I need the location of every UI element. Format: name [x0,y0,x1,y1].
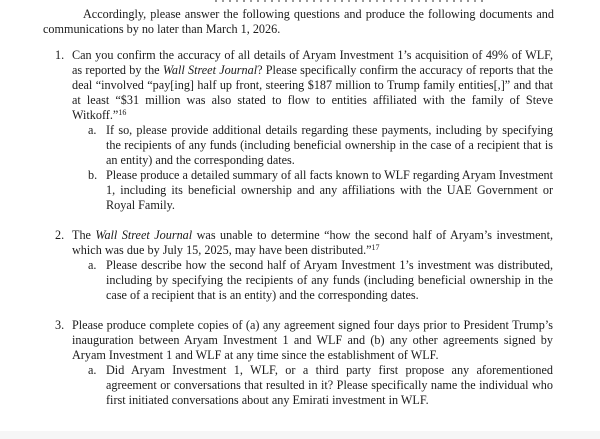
subitems-group [0,258,600,303]
question-text [72,228,553,258]
subitem-letter: a. [88,363,97,377]
footnote-reference: 16 [118,108,127,117]
cropped-previous-line-remnant [215,0,487,2]
text-run: was unable to determine “how the second half of Aryam’s investment, which was due by July 15, 2025, may have been distributed.” [72,228,554,257]
question-number: 1. [55,48,65,62]
text-run: Please produce a detailed summary of all facts known to WLF regarding Aryam Investment 1, including its beneficial ownership and any affiliations with the UAE Government or Royal Family. [106,168,553,212]
question-text [72,48,553,123]
text-run: The [72,228,96,242]
question-text [72,318,553,363]
text-run: Accordingly, please answer the following questions and produce the following documents and communications by no later than March 1, 2026. [43,7,554,36]
subitem [0,123,600,168]
subitem [0,258,600,303]
question-item [0,48,600,213]
italic-text: Wall Street Journal [162,63,258,77]
italic-text: Wall Street Journal [95,228,193,242]
subitems-group [0,363,600,408]
page-bottom-edge [0,431,600,439]
subitems-group [0,123,600,213]
subitem [0,168,600,213]
text-run: Please describe how the second half of Aryam Investment 1’s investment was distributed, including by specifying the recipients of any funds (including beneficial ownership in the case of a recipient that is an entity) and the corresponding dates. [106,258,553,302]
question-number: 3. [55,318,65,332]
subitem-letter: a. [88,258,97,272]
footnote-reference: 17 [371,243,380,252]
text-run: If so, please provide additional details regarding these payments, including by specifying the recipients of any funds (including beneficial ownership in the case of a recipient that is an entity) and the corresponding dates. [106,123,553,167]
question-item [0,228,600,303]
subitem-text [106,123,553,168]
text-run: Can you confirm the accuracy of all details of Aryam Investment 1’s acquisition of 49% of WLF, as reported by the [72,48,553,77]
intro-paragraph [43,7,554,37]
subitem-letter: b. [88,168,98,182]
text-run: Please produce complete copies of (a) any agreement signed four days prior to President Trump’s inauguration between Aryam Investment 1 and WLF and (b) any other agreements signed by Aryam Investment 1 and WLF at any time since the establishment of WLF. [72,318,553,362]
question-number: 2. [55,228,65,242]
subitem-letter: a. [88,123,97,137]
subitem-text [106,363,553,408]
text-run: Did Aryam Investment 1, WLF, or a third party first propose any aforementioned agreement or conversations that resulted in it? Please specifically name the individual who first initiated conversations about any Emirati investment in WLF. [106,363,553,407]
subitem-text [106,258,553,303]
text-run: ? Please specifically confirm the accuracy of reports that the deal “involved “pay[ing] half up front, steering $187 million to Trump family entities[,]” and that at least “$31 million was also stated to flow to entities affiliated with the family of Steve Witkoff.” [72,63,553,122]
subitem-text [106,168,553,213]
question-item [0,318,600,408]
questions-list [0,48,600,408]
subitem [0,363,600,408]
